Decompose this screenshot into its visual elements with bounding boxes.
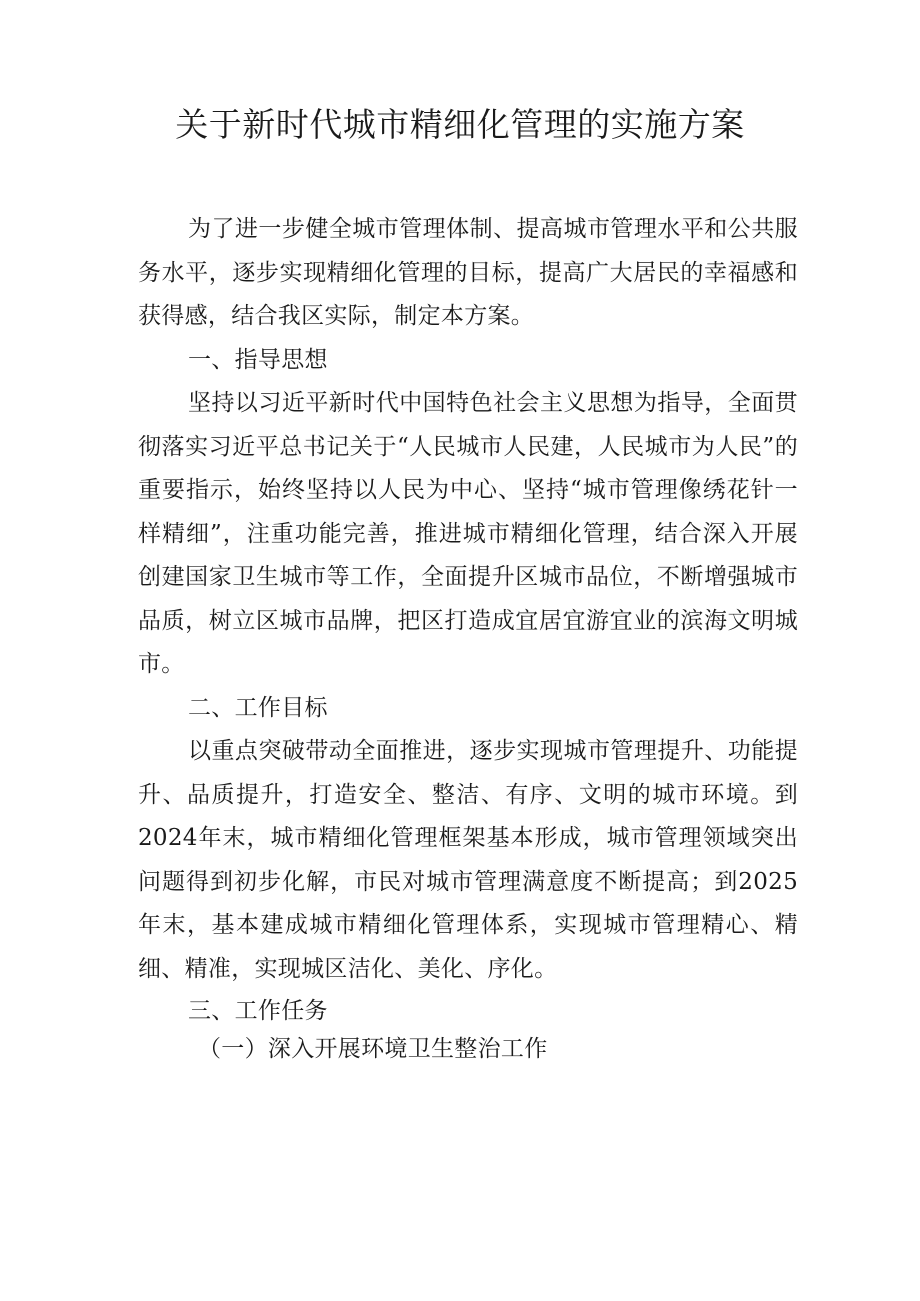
document-body	[138, 208, 798, 1067]
intro-paragraph: 为了进一步健全城市管理体制、提高城市管理水平和公共服务水平，逐步实现精细化管理的目标，提高广大居民的幸福感和获得感，结合我区实际，制定本方案。	[138, 216, 798, 329]
guiding-ideology-paragraph: 坚持以习近平新时代中国特色社会主义思想为指导，全面贯彻落实习近平总书记关于“人民城市人民建，人民城市为人民”的重要指示，始终坚持以人民为中心、坚持“城市管理像绣花针一样精细”，注重功能完善，推进城市精细化管理，结合深入开展创建国家卫生城市等工作，全面提升区城市品位，不断增强城市品质，树立区城市品牌，把区打造成宜居宜游宜业的滨海文明城市。	[138, 390, 798, 677]
document-title: 关于新时代城市精细化管理的实施方案	[175, 105, 745, 144]
section-heading-guiding-ideology: 一、指导思想	[188, 346, 328, 373]
work-goals-paragraph: 以重点突破带动全面推进，逐步实现城市管理提升、功能提升、品质提升，打造安全、整洁、有序、文明的城市环境。到2024年末，城市精细化管理框架基本形成，城市管理领域突出问题得到初步化解，市民对城市管理满意度不断提高；到2025年末，基本建成城市精细化管理体系，实现城市管理精心、精细、精准，实现城区洁化、美化、序化。	[138, 738, 798, 982]
section-heading-work-goals: 二、工作目标	[188, 694, 328, 721]
section-heading-work-tasks: 三、工作任务	[188, 998, 328, 1024]
subsection-heading-environmental-sanitation: （一）深入开展环境卫生整治工作	[198, 1036, 548, 1062]
